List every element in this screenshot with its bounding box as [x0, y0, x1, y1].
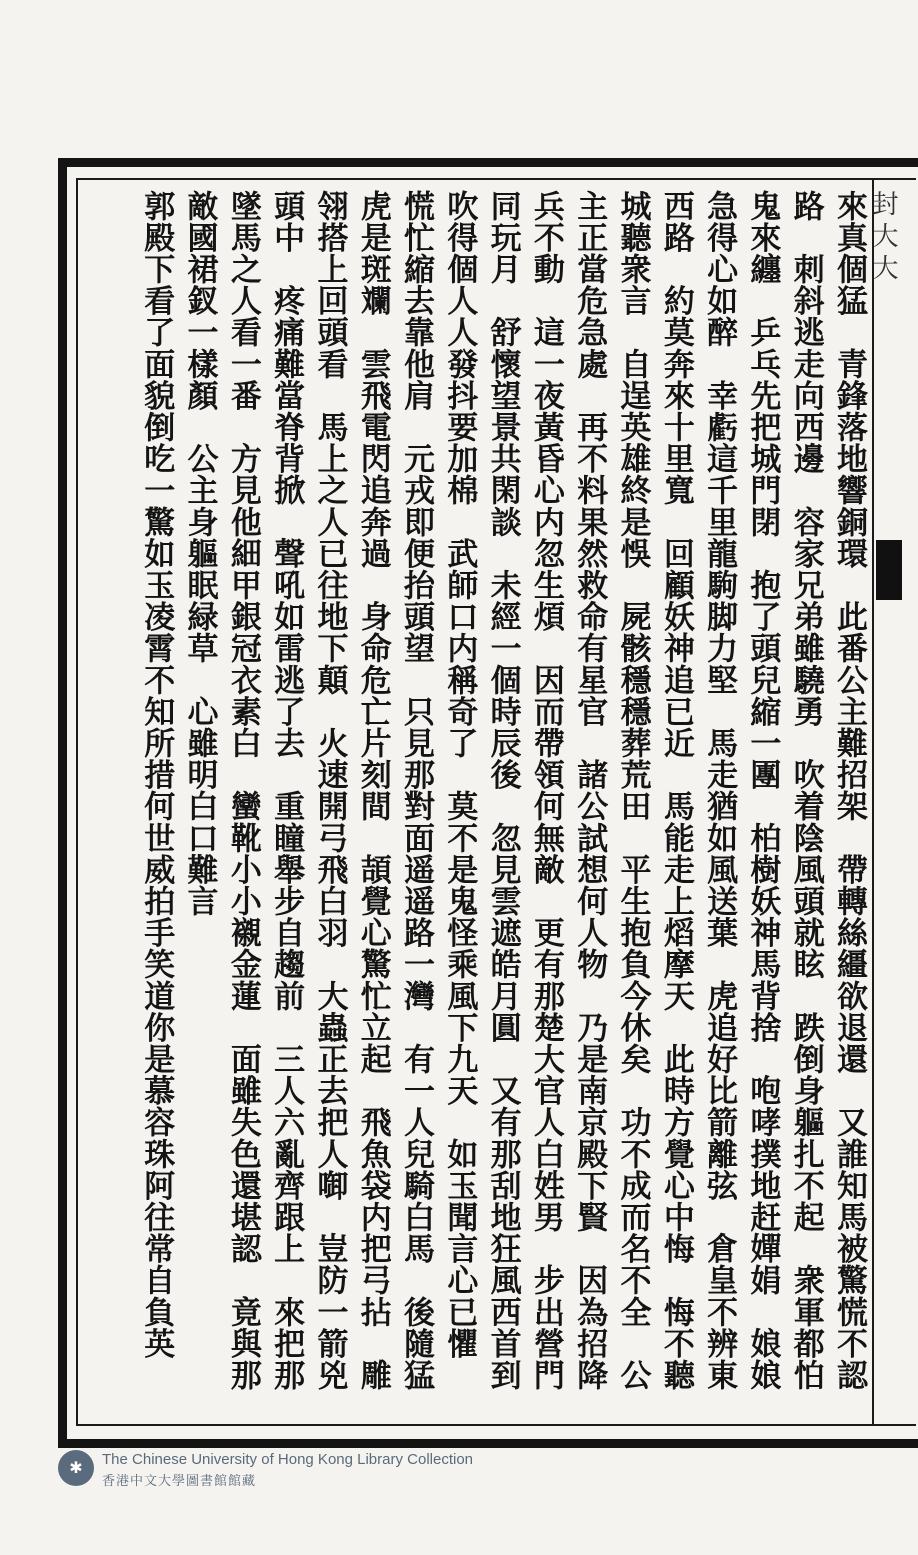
- adjacent-column-fragment: 封大大: [868, 190, 898, 286]
- text-column-17: 郭殿下看了面貌倒吃一驚如玉凌霄不知所措何世威拍手笑道你是慕容珠阿往常自負英: [138, 190, 175, 1360]
- text-column-2: 路 刺斜逃走向西邊 容家兄弟雖驍勇 吹着陰風頭就眩 跌倒身軀扎不起 衆軍都怕: [787, 190, 824, 1391]
- text-column-7: 主正當危急處 再不料果然救命有星官 諸公試想何人物 乃是南京殿下賢 因為招降: [571, 190, 608, 1391]
- text-column-12: 虎是斑斕 雲飛電閃追奔過 身命危亡片刻間 頡覺心驚忙立起 飛魚袋内把弓拈 雕: [354, 190, 391, 1391]
- text-column-14: 頭中 疼痛難當脊背掀 聲吼如雷逃了去 重瞳舉步自趨前 三人六亂齊跟上 來把那: [268, 190, 305, 1391]
- text-column-10: 吹得個人人發抖要加棉 武師口内稱奇了 莫不是鬼怪乘風下九天 如玉聞言心已懼: [441, 190, 478, 1360]
- text-column-3: 鬼來纏 乒乓先把城門閉 抱了頭兒縮一團 柏樹妖神馬背捨 咆哮撲地赶嬋娟 娘娘: [744, 190, 781, 1391]
- watermark-chinese: 香港中文大學圖書館館藏: [102, 1474, 257, 1489]
- text-column-4: 急得心如醉 幸虧這千里龍駒脚力堅 馬走猶如風送葉 虎追好比箭離弦 倉皇不辨東: [701, 190, 738, 1391]
- text-column-9: 同玩月 舒懷望景共閑談 未經一個時辰後 忽見雲遮皓月圓 又有那刮地狂風西首到: [484, 190, 521, 1391]
- text-column-13: 翎搭上回頭看 馬上之人已往地下顛 火速開弓飛白羽 大蟲正去把人啣 豈防一箭兇: [311, 190, 348, 1391]
- library-watermark: [58, 1448, 578, 1488]
- watermark-english: The Chinese University of Hong Kong Library Collection: [102, 1451, 474, 1468]
- vertical-text-body: [92, 190, 870, 1415]
- library-logo-icon: ✱: [58, 1450, 94, 1486]
- text-column-15: 墜馬之人看一番 方見他細甲銀冠衣素白 蠻靴小小襯金蓮 面雖失色還堪認 竟與那: [224, 190, 261, 1391]
- text-column-16: 敵國裙釵一樣顏 公主身軀眠緑草 心雖明白口難言: [181, 190, 218, 917]
- text-column-5: 西路 約莫奔來十里寬 回顧妖神追已近 馬能走上熖摩天 此時方覺心中悔 悔不聽: [657, 190, 694, 1391]
- text-column-1: 來真個猛 青鋒落地響銅環 此番公主難招架 帶轉絲繮欲退還 又誰知馬被驚慌不認: [831, 190, 867, 1391]
- fish-tail-mark: [876, 540, 902, 600]
- text-column-11: 慌忙縮去靠他肩 元戎即便抬頭望 只見那對面遥遥路一灣 有一人兒騎白馬 後隨猛: [398, 190, 435, 1391]
- text-column-8: 兵不動 這一夜黃昏心内忽生煩 因而帶領何無敵 更有那楚大官人白姓男 步出營門: [527, 190, 564, 1391]
- text-column-6: 城聽衆言 自逞英雄終是悞 屍骸穩穩葬荒田 平生抱負今休矣 功不成而名不全 公: [614, 190, 651, 1391]
